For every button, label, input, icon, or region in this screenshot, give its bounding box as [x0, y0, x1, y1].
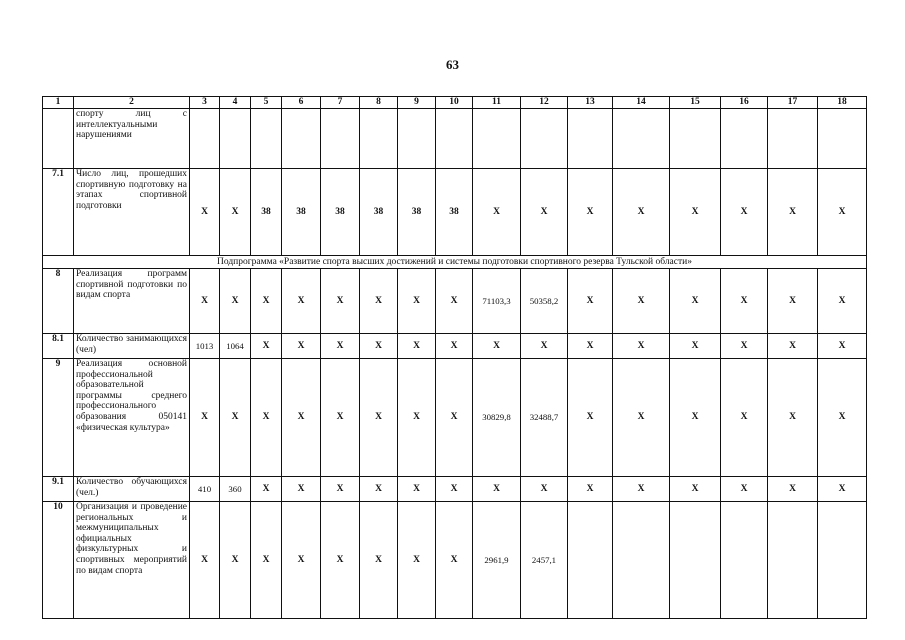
column-header: 4 — [220, 97, 251, 109]
value-cell: X — [818, 359, 867, 477]
value-cell — [768, 109, 818, 169]
value-cell: 2457,1 — [521, 502, 568, 619]
value-cell: X — [670, 334, 721, 359]
value-cell: 38 — [282, 169, 321, 256]
value-cell: X — [436, 334, 473, 359]
column-header: 16 — [721, 97, 768, 109]
value-cell — [818, 109, 867, 169]
value-cell: X — [220, 502, 251, 619]
value-cell — [721, 109, 768, 169]
table-row — [43, 359, 867, 477]
table-row — [43, 269, 867, 334]
value-cell: X — [321, 269, 360, 334]
value-cell: X — [282, 334, 321, 359]
value-cell: X — [670, 359, 721, 477]
value-cell — [670, 109, 721, 169]
value-cell: X — [436, 477, 473, 502]
column-header: 7 — [321, 97, 360, 109]
value-cell: X — [220, 359, 251, 477]
value-cell: X — [721, 477, 768, 502]
indicator-name: Количество обучающихся (чел.) — [74, 477, 190, 502]
column-header: 14 — [613, 97, 670, 109]
value-cell: X — [321, 359, 360, 477]
value-cell — [568, 109, 613, 169]
value-cell — [613, 502, 670, 619]
value-cell — [768, 502, 818, 619]
column-header: 6 — [282, 97, 321, 109]
value-cell: X — [721, 359, 768, 477]
subprogram-title: Подпрограмма «Развитие спорта высших достижений и системы подготовки спортивного резерва Тульской области» — [43, 256, 867, 269]
value-cell: X — [398, 502, 436, 619]
value-cell: X — [398, 269, 436, 334]
value-cell: X — [568, 477, 613, 502]
row-number: 8 — [43, 269, 74, 334]
value-cell: 360 — [220, 477, 251, 502]
value-cell: X — [670, 169, 721, 256]
value-cell: X — [220, 169, 251, 256]
value-cell: X — [436, 502, 473, 619]
column-header: 13 — [568, 97, 613, 109]
value-cell: X — [436, 359, 473, 477]
indicator-name: спорту лиц с интеллектуальными нарушениями — [74, 109, 190, 169]
row-number: 10 — [43, 502, 74, 619]
value-cell: X — [282, 502, 321, 619]
value-cell: X — [721, 169, 768, 256]
value-cell — [220, 109, 251, 169]
value-cell: X — [521, 334, 568, 359]
value-cell: X — [360, 359, 398, 477]
indicator-name: Количество занимающихся (чел) — [74, 334, 190, 359]
value-cell — [818, 502, 867, 619]
value-cell: X — [251, 334, 282, 359]
value-cell: X — [613, 359, 670, 477]
value-cell: 1064 — [220, 334, 251, 359]
column-header: 3 — [190, 97, 220, 109]
value-cell: X — [282, 477, 321, 502]
value-cell: X — [521, 477, 568, 502]
value-cell: X — [568, 359, 613, 477]
row-number: 8.1 — [43, 334, 74, 359]
value-cell — [398, 109, 436, 169]
row-number — [43, 109, 74, 169]
row-number: 7.1 — [43, 169, 74, 256]
value-cell: X — [613, 334, 670, 359]
value-cell: 410 — [190, 477, 220, 502]
value-cell: X — [568, 269, 613, 334]
value-cell: 2961,9 — [473, 502, 521, 619]
value-cell: X — [282, 359, 321, 477]
value-cell: X — [768, 269, 818, 334]
value-cell: X — [398, 477, 436, 502]
column-header: 12 — [521, 97, 568, 109]
value-cell: X — [251, 269, 282, 334]
column-header: 9 — [398, 97, 436, 109]
indicator-name: Организация и проведение региональных и межмуниципальных официальных физкультурных и спортивных мероприятий по видам спорта — [74, 502, 190, 619]
value-cell: X — [251, 502, 282, 619]
value-cell: 38 — [360, 169, 398, 256]
table-row — [43, 109, 867, 169]
value-cell: X — [360, 269, 398, 334]
table-row — [43, 334, 867, 359]
value-cell: X — [670, 269, 721, 334]
value-cell: 50358,2 — [521, 269, 568, 334]
column-header: 8 — [360, 97, 398, 109]
value-cell — [613, 109, 670, 169]
value-cell — [282, 109, 321, 169]
column-header: 1 — [43, 97, 74, 109]
value-cell: X — [190, 502, 220, 619]
value-cell: X — [360, 502, 398, 619]
value-cell: X — [282, 269, 321, 334]
column-header: 17 — [768, 97, 818, 109]
indicator-name: Число лиц, прошедших спортивную подготовку на этапах спортивной подготовки — [74, 169, 190, 256]
value-cell: X — [613, 269, 670, 334]
value-cell: 32488,7 — [521, 359, 568, 477]
value-cell: X — [613, 477, 670, 502]
value-cell: X — [321, 477, 360, 502]
value-cell: 71103,3 — [473, 269, 521, 334]
value-cell: X — [473, 477, 521, 502]
value-cell: X — [818, 477, 867, 502]
value-cell: X — [721, 269, 768, 334]
subprogram-row — [43, 256, 867, 269]
value-cell — [360, 109, 398, 169]
value-cell: X — [768, 334, 818, 359]
value-cell: X — [521, 169, 568, 256]
value-cell: 1013 — [190, 334, 220, 359]
column-header: 5 — [251, 97, 282, 109]
column-header: 18 — [818, 97, 867, 109]
value-cell: X — [721, 334, 768, 359]
value-cell: X — [398, 334, 436, 359]
value-cell — [521, 109, 568, 169]
page-number: 63 — [446, 57, 459, 72]
value-cell — [436, 109, 473, 169]
column-header: 15 — [670, 97, 721, 109]
value-cell: 38 — [436, 169, 473, 256]
value-cell: X — [568, 334, 613, 359]
indicator-name: Реализация основной профессиональной образовательной программы среднего профессионального образования 050141 «физическая культура» — [74, 359, 190, 477]
value-cell: 38 — [321, 169, 360, 256]
value-cell: X — [613, 169, 670, 256]
value-cell: X — [251, 477, 282, 502]
value-cell: X — [568, 169, 613, 256]
value-cell: X — [190, 169, 220, 256]
value-cell — [670, 502, 721, 619]
value-cell: X — [398, 359, 436, 477]
table-row — [43, 169, 867, 256]
value-cell: X — [818, 169, 867, 256]
value-cell: X — [818, 269, 867, 334]
value-cell — [321, 109, 360, 169]
value-cell: X — [321, 502, 360, 619]
value-cell: X — [251, 359, 282, 477]
value-cell: X — [473, 334, 521, 359]
value-cell: X — [190, 359, 220, 477]
value-cell: X — [818, 334, 867, 359]
value-cell: X — [360, 334, 398, 359]
table-header-row — [43, 97, 867, 109]
table-row — [43, 477, 867, 502]
row-number: 9.1 — [43, 477, 74, 502]
value-cell: X — [768, 359, 818, 477]
value-cell: X — [190, 269, 220, 334]
value-cell — [251, 109, 282, 169]
column-header: 2 — [74, 97, 190, 109]
value-cell: X — [220, 269, 251, 334]
value-cell — [473, 109, 521, 169]
value-cell: X — [360, 477, 398, 502]
data-table — [42, 96, 867, 619]
value-cell: X — [436, 269, 473, 334]
indicator-name: Реализация программ спортивной подготовки по видам спорта — [74, 269, 190, 334]
value-cell: X — [473, 169, 521, 256]
row-number: 9 — [43, 359, 74, 477]
value-cell: 30829,8 — [473, 359, 521, 477]
value-cell: X — [321, 334, 360, 359]
value-cell — [721, 502, 768, 619]
value-cell: X — [768, 169, 818, 256]
value-cell — [568, 502, 613, 619]
value-cell: X — [768, 477, 818, 502]
table-row — [43, 502, 867, 619]
value-cell: X — [670, 477, 721, 502]
value-cell — [190, 109, 220, 169]
column-header: 10 — [436, 97, 473, 109]
value-cell: 38 — [398, 169, 436, 256]
value-cell: 38 — [251, 169, 282, 256]
column-header: 11 — [473, 97, 521, 109]
